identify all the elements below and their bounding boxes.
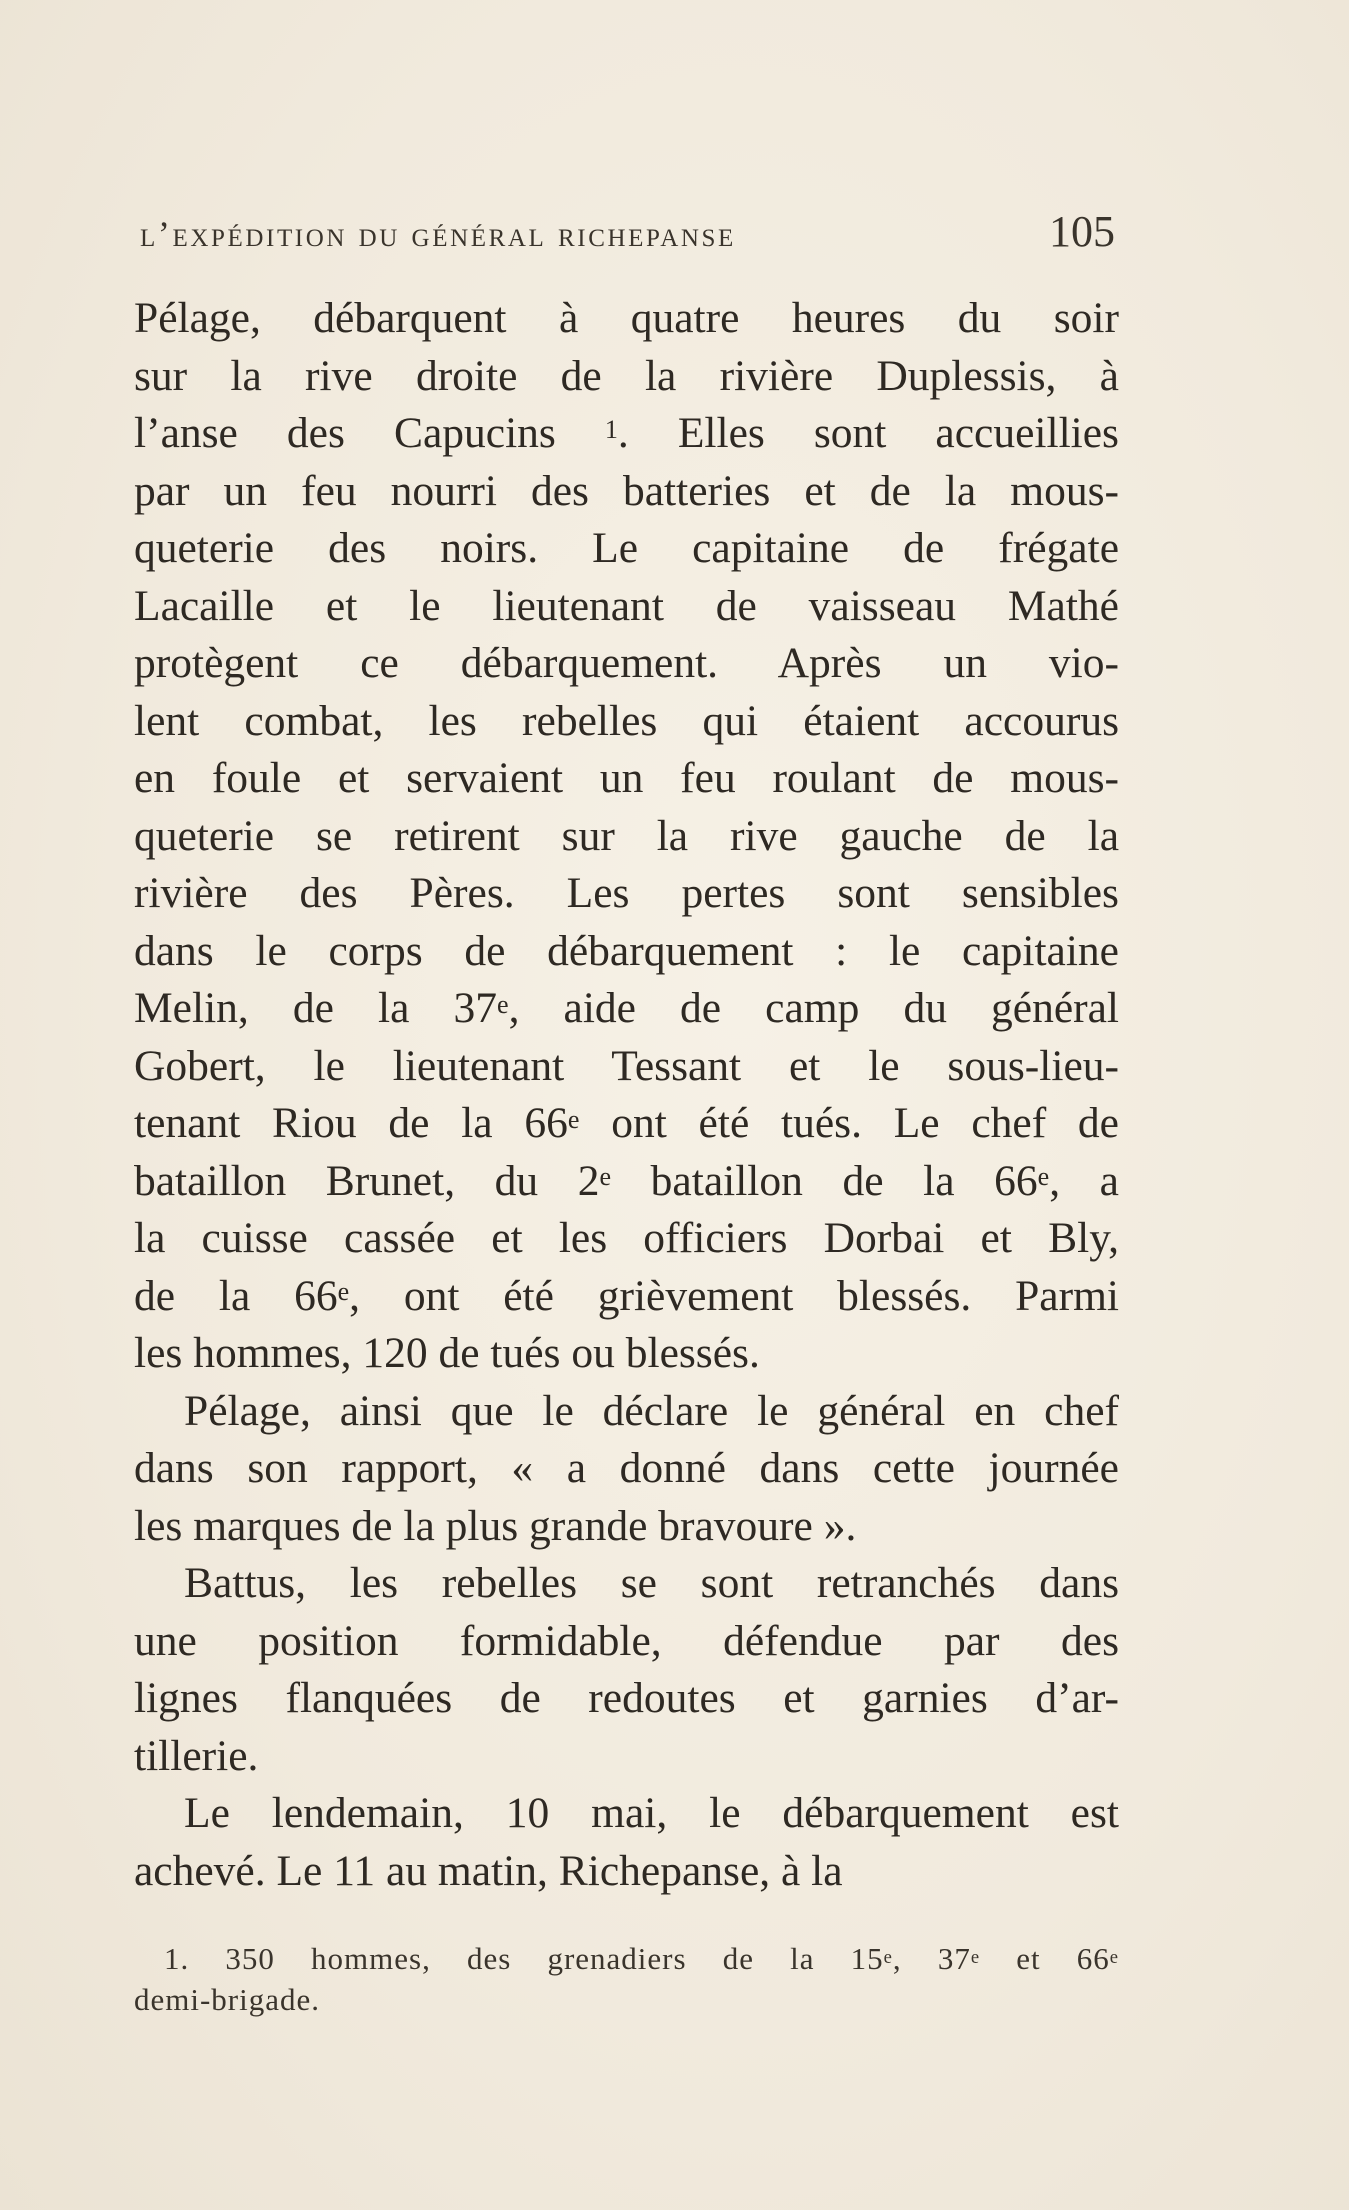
text-line: en foule et servaient un feu roulant de mous- [134, 754, 1119, 802]
text-line: Gobert, le lieutenant Tessant et le sous-lieu- [134, 1041, 1119, 1090]
text-line: les marques de la plus grande bravoure ». [134, 1501, 857, 1550]
text-line: sur la rive droite de la rivière Duplessis, à [134, 351, 1119, 400]
text-line: de la 66e, ont été grièvement blessés. Parmi [134, 1271, 1119, 1320]
text-line: achevé. Le 11 au matin, Richepanse, à la [134, 1846, 843, 1895]
text-line: dans le corps de débarquement : le capitaine [134, 926, 1119, 975]
running-title: l’expédition du général richepanse [140, 214, 736, 254]
text-line: Lacaille et le lieutenant de vaisseau Mathé [134, 581, 1119, 630]
footnote-line: 1. 350 hommes, des grenadiers de la 15e, 37e et 66e [164, 1941, 1120, 1976]
text-line: Pélage, ainsi que le déclare le général en chef [184, 1386, 1119, 1435]
text-line: Battus, les rebelles se sont retranchés dans [184, 1559, 1119, 1607]
text-line: l’anse des Capucins $^1$. Elles sont accueillies [134, 409, 1119, 457]
text-line: dans son rapport, « a donné dans cette journée [134, 1444, 1119, 1492]
text-line: une position formidable, défendue par des [134, 1616, 1119, 1665]
text-line: la cuisse cassée et les officiers Dorbai et Bly, [134, 1214, 1119, 1262]
text-line: Melin, de la 37e, aide de camp du général [134, 984, 1120, 1032]
page-number: 105 [1049, 207, 1115, 256]
body-text [134, 290, 1119, 1900]
running-header [140, 206, 1115, 257]
text-line: Pélage, débarquent à quatre heures du soir [134, 294, 1119, 342]
text-line: bataillon Brunet, du 2e bataillon de la 66e, a [134, 1156, 1119, 1205]
text-line: les hommes, 120 de tués ou blessés. [134, 1329, 760, 1377]
text-line: rivière des Pères. Les pertes sont sensibles [134, 869, 1119, 917]
text-line: lent combat, les rebelles qui étaient accourus [134, 696, 1119, 745]
footnote-line: demi-brigade. [134, 1982, 321, 2017]
text-line: lignes flanquées de redoutes et garnies d’ar- [134, 1674, 1119, 1722]
text-line: queterie des noirs. Le capitaine de frégate [134, 524, 1119, 572]
footnote [134, 1938, 1119, 2020]
text-line: tillerie. [134, 1731, 259, 1780]
text-line: queterie se retirent sur la rive gauche de la [134, 811, 1119, 860]
text-line: Le lendemain, 10 mai, le débarquement est [184, 1789, 1119, 1837]
text-line: par un feu nourri des batteries et de la mous- [134, 466, 1119, 515]
text-line: protègent ce débarquement. Après un vio- [134, 639, 1119, 687]
text-line: tenant Riou de la 66e ont été tués. Le chef de [134, 1099, 1119, 1147]
